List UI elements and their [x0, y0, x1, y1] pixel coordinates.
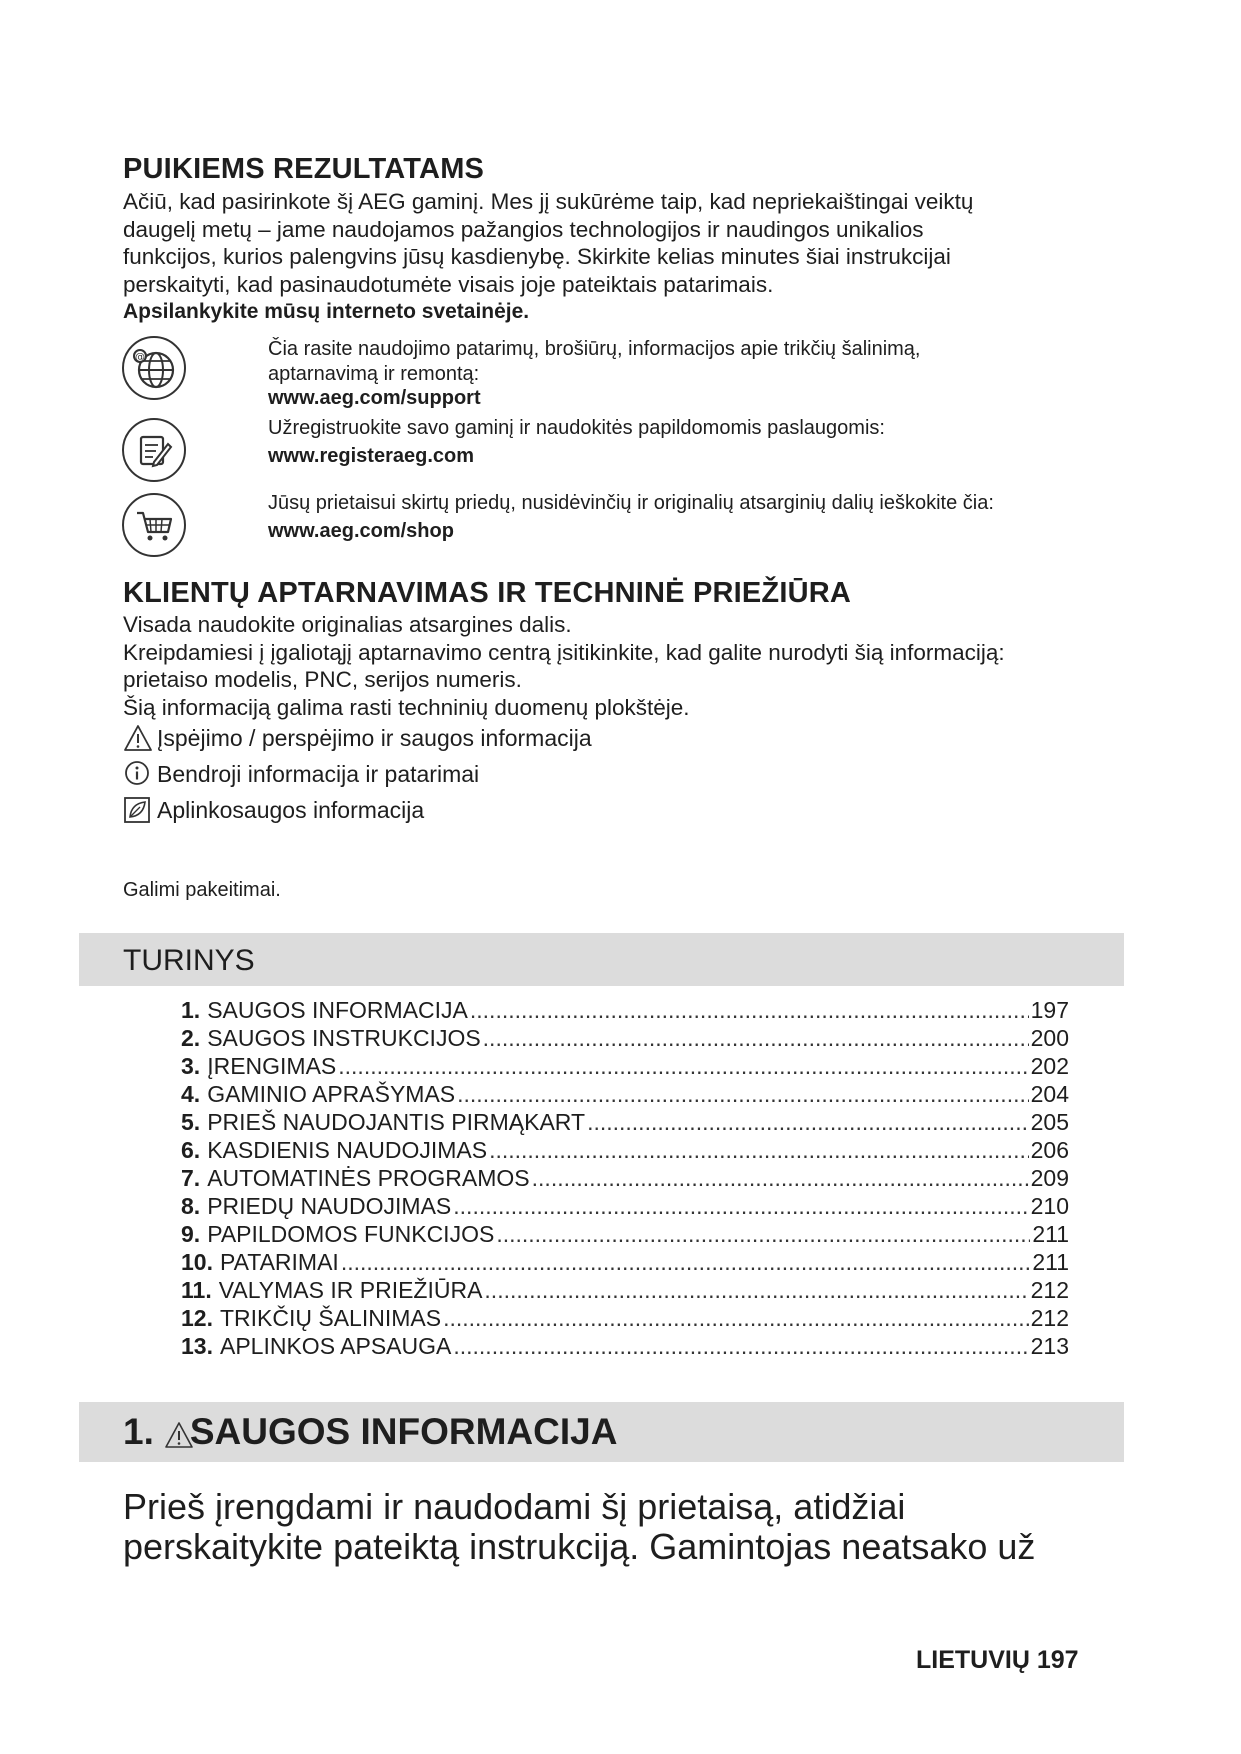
toc-num: 7.: [181, 1165, 201, 1191]
toc-num: 3.: [181, 1053, 201, 1079]
toc-item[interactable]: [181, 1137, 1069, 1165]
toc-item[interactable]: [181, 1333, 1069, 1361]
intro-heading: PUIKIEMS REZULTATAMS: [123, 153, 485, 185]
toc-title: APLINKOS APSAUGA: [219, 1333, 452, 1359]
toc-page: 209: [1030, 1165, 1069, 1191]
toc-item[interactable]: [181, 1025, 1069, 1053]
section1-line: perskaitykite pateiktą instrukciją. Gamintojas neatsako už: [123, 1526, 1036, 1567]
toc-dots: [489, 1137, 1029, 1164]
toc-page: 210: [1030, 1193, 1069, 1219]
leaf-icon: [123, 796, 153, 824]
service-line: Šią informaciją galima rasti techninių duomenų plokštėje.: [123, 694, 690, 720]
footer-language: LIETUVIŲ: [916, 1646, 1030, 1674]
toc-title: AUTOMATINĖS PROGRAMOS: [207, 1165, 530, 1191]
section1-line: Prieš įrengdami ir naudodami šį prietaisą, atidžiai: [123, 1486, 906, 1527]
intro-line: funkcijos, kurios palengvins jūsų kasdienybę. Skirkite kelias minutes šiai instrukcijai: [123, 244, 951, 269]
toc-num: 11.: [181, 1277, 212, 1303]
toc-num: 8.: [181, 1193, 201, 1219]
toc-title: VALYMAS IR PRIEŽIŪRA: [218, 1277, 483, 1303]
web-support: [268, 337, 921, 411]
toc-heading: TURINYS: [123, 944, 255, 977]
intro-line: daugelį metų – jame naudojamos pažangios technologijos ir naudingos unikalios: [123, 216, 924, 242]
shop-link[interactable]: www.aeg.com/shop: [268, 519, 454, 542]
toc-title: SAUGOS INSTRUKCIJOS: [207, 1025, 481, 1051]
toc-page: 197: [1030, 997, 1069, 1023]
toc-title: ĮRENGIMAS: [207, 1053, 337, 1079]
toc-dots: [532, 1165, 1029, 1192]
legend-label: Aplinkosaugos informacija: [157, 796, 425, 823]
legend-label: Bendroji informacija ir patarimai: [157, 760, 480, 787]
toc-dots: [496, 1221, 1030, 1248]
toc-page: 205: [1030, 1109, 1069, 1135]
web-shop: [268, 491, 994, 543]
toc-item[interactable]: [181, 997, 1069, 1025]
legend-environment: [123, 796, 424, 824]
legend-info: [123, 760, 479, 788]
toc-num: 4.: [181, 1081, 201, 1107]
toc-num: 10.: [181, 1249, 213, 1275]
toc-item[interactable]: [181, 1277, 1069, 1305]
service-heading: KLIENTŲ APTARNAVIMAS IR TECHNINĖ PRIEŽIŪRA: [123, 577, 852, 609]
toc-item[interactable]: [181, 1193, 1069, 1221]
toc-title: KASDIENIS NAUDOJIMAS: [207, 1137, 488, 1163]
toc-title: TRIKČIŲ ŠALINIMAS: [219, 1305, 442, 1331]
toc-item[interactable]: [181, 1249, 1069, 1277]
service-line: Kreipdamiesi į įgaliotąjį aptarnavimo centrą įsitikinkite, kad galite nurodyti šią informaciją:: [123, 639, 1005, 665]
toc-title: GAMINIO APRAŠYMAS: [207, 1081, 456, 1107]
footer-page-number: 197: [1036, 1646, 1079, 1674]
toc-dots: [338, 1053, 1028, 1080]
legend-warning: [123, 724, 592, 752]
toc-dots: [457, 1081, 1028, 1108]
warning-icon: [123, 724, 153, 752]
toc-num: 1.: [181, 997, 201, 1023]
toc-dots: [484, 1277, 1028, 1304]
toc-page: 212: [1030, 1305, 1069, 1331]
page-footer: [916, 1646, 1079, 1675]
toc-item[interactable]: [181, 1081, 1069, 1109]
toc-num: 6.: [181, 1137, 201, 1163]
toc-page: 206: [1030, 1137, 1069, 1163]
intro-text: [123, 188, 973, 298]
visit-label: Apsilankykite mūsų interneto svetainėje.: [123, 300, 530, 323]
toc-num: 5.: [181, 1109, 201, 1135]
cart-icon: [122, 493, 186, 557]
svg-text:@: @: [135, 352, 145, 363]
service-line: prietaiso modelis, PNC, serijos numeris.: [123, 667, 522, 692]
toc-dots: [341, 1249, 1031, 1276]
toc-dots: [453, 1333, 1028, 1360]
legend-label: Įspėjimo / perspėjimo ir saugos informacija: [157, 724, 592, 751]
toc-title: PRIEDŲ NAUDOJIMAS: [207, 1193, 452, 1219]
register-link[interactable]: www.registeraeg.com: [268, 444, 474, 467]
web-support-text: aptarnavimą ir remontą:: [268, 362, 480, 385]
section1-number: 1.: [123, 1411, 154, 1452]
toc-title: SAUGOS INFORMACIJA: [207, 997, 468, 1023]
changes-note: Galimi pakeitimai.: [123, 879, 281, 901]
web-support-text: Čia rasite naudojimo patarimų, brošiūrų, informacijos apie trikčių šalinimą,: [268, 338, 921, 360]
intro-line: perskaityti, kad pasinaudotumėte visais joje pateiktais patarimais.: [123, 271, 774, 297]
toc-item[interactable]: [181, 1305, 1069, 1333]
toc-dots: [483, 1025, 1029, 1052]
web-register: [268, 416, 885, 468]
toc-num: 9.: [181, 1221, 201, 1247]
service-text: [123, 611, 1005, 721]
toc-title: PAPILDOMOS FUNKCIJOS: [207, 1221, 495, 1247]
register-icon: [122, 418, 186, 482]
web-register-text: Užregistruokite savo gaminį ir naudokitės papildomomis paslaugomis:: [268, 417, 885, 439]
toc-page: 200: [1030, 1025, 1069, 1051]
toc-title: PATARIMAI: [219, 1249, 339, 1275]
web-shop-text: Jūsų prietaisui skirtų priedų, nusidėvinčių ir originalių atsarginių dalių ieškokite čia:: [268, 492, 994, 514]
section1-text: [123, 1487, 1035, 1567]
toc-title: PRIEŠ NAUDOJANTIS PIRMĄKART: [207, 1109, 586, 1135]
support-link[interactable]: www.aeg.com/support: [268, 387, 481, 409]
toc-page: 202: [1030, 1053, 1069, 1079]
toc-page: 204: [1030, 1081, 1069, 1107]
toc-dots: [453, 1193, 1028, 1220]
section1-heading: [123, 1411, 617, 1453]
toc-num: 2.: [181, 1025, 201, 1051]
globe-icon: [122, 336, 186, 400]
intro-line: Ačiū, kad pasirinkote šį AEG gaminį. Mes jį sukūrėme taip, kad nepriekaištingai veiktų: [123, 189, 974, 214]
toc-page: 211: [1032, 1249, 1069, 1275]
toc-dots: [443, 1305, 1029, 1332]
toc-item[interactable]: [181, 1221, 1069, 1249]
toc-item[interactable]: [181, 1165, 1069, 1193]
toc-item[interactable]: [181, 1053, 1069, 1081]
toc-page: 211: [1032, 1221, 1069, 1247]
toc-item[interactable]: [181, 1109, 1069, 1137]
info-icon: [123, 760, 153, 788]
toc-page: 212: [1030, 1277, 1069, 1303]
toc-page: 213: [1030, 1333, 1069, 1359]
toc-num: 13.: [181, 1333, 213, 1359]
toc-dots: [587, 1109, 1029, 1136]
toc-num: 12.: [181, 1305, 213, 1331]
section1-title: SAUGOS INFORMACIJA: [189, 1411, 618, 1452]
service-line: Visada naudokite originalias atsargines dalis.: [123, 612, 572, 637]
toc-dots: [470, 997, 1029, 1024]
